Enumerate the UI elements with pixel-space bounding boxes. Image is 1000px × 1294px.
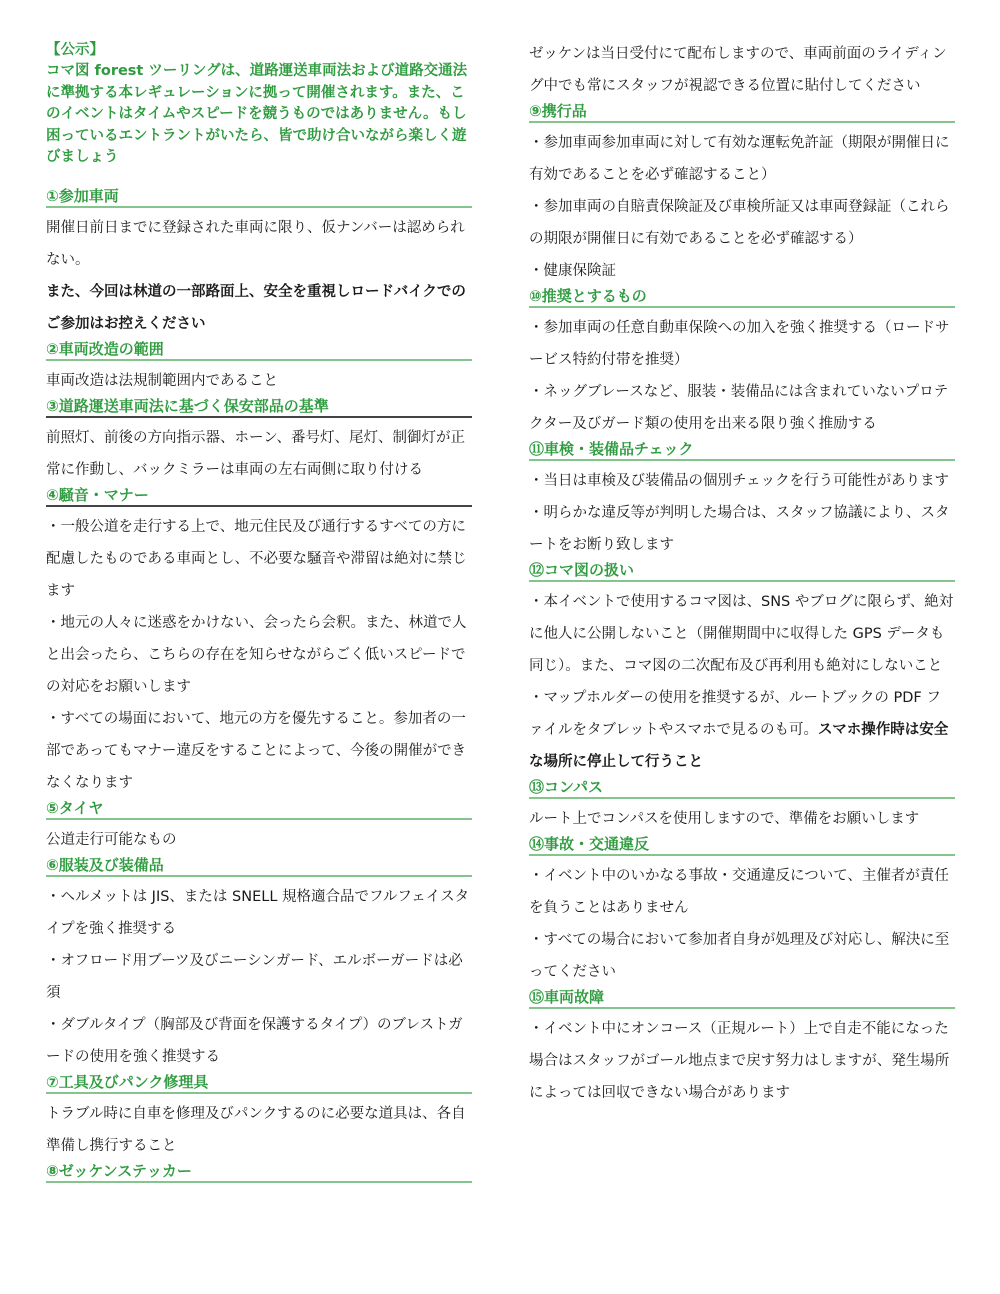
section-text: ・参加車両の自賠責保険証及び車検所証又は車両登録証（これらの期限が開催日に有効であることを必ず確認する） [529,199,950,247]
section-carry-items [529,102,955,287]
section-title: ⑧ゼッケンステッカー [46,1162,472,1183]
section-title: ②車両改造の範囲 [46,340,472,361]
section-text: ・本イベントで使用するコマ図は、SNS やブログに限らず、絶対に他人に公開しないこと（開催期間中に収得した GPS データも同じ）。また、コマ図の二次配布及び再利用も絶対にしないこと [529,594,954,674]
smartphone-warning: スマホ操作時は安全な場所に停止して行うこと [529,722,949,770]
section-text: ・イベント中にオンコース（正規ルート）上で自走不能になった場合はスタッフがゴール地点まで戻す努力はしますが、発生場所によっては回収できない場合があります [529,1021,950,1101]
section-title: ⑮車両故障 [529,988,955,1009]
section-compass [529,778,955,835]
section-text-bold: また、今回は林道の一部路面上、安全を重視しロードバイクでのご参加はお控えください [46,283,466,332]
section-text: ・参加車両の任意自動車保険への加入を強く推奨する（ロードサービス特約付帯を推奨） [529,320,950,368]
section-title: ⑫コマ図の扱い [529,561,955,582]
section-number-sticker [46,1162,472,1183]
section-text: ・イベント中のいかなる事故・交通違反について、主催者が責任を負うことはありません [529,868,949,916]
section-title: ⑬コンパス [529,778,955,799]
section-title: ①参加車両 [46,187,472,208]
section-text: ・明らかな違反等が判明した場合は、スタッフ協議により、スタートをお断り致します [529,505,950,553]
section-text: ・すべての場合において参加者自身が処理及び対応し、解決に至ってください [529,932,950,980]
section-text: ・健康保険証 [529,263,616,279]
section-noise-manners [46,486,472,799]
section-recommended [529,287,955,440]
section-text: ・地元の人々に迷惑をかけない、会ったら会釈。また、林道で人と出会ったら、こちらの存在を知らせながらごく低いスピードでの対応をお願いします [46,614,467,695]
section-text: 前照灯、前後の方向指示器、ホーン、番号灯、尾灯、制御灯が正常に作動し、バックミラーは車両の左右両側に取り付ける [46,429,466,478]
section-text: ルート上でコンパスを使用しますので、準備をお願いします [529,811,920,827]
section-text: 車両改造は法規制範囲内であること [46,372,278,389]
section-title: ⑤タイヤ [46,799,472,820]
sticker-continuation: ゼッケンは当日受付にて配布しますので、車両前面のライディング中でも常にスタッフが視認できる位置に貼付してください [529,46,947,94]
section-text: ・当日は車検及び装備品の個別チェックを行う可能性があります [529,473,950,489]
section-text: ・ネッグブレースなど、服装・装備品には含まれていないプロテクター及びガード類の使用を出来る限り強く推励する [529,384,949,432]
section-text: ・ヘルメットは JIS、または SNELL 規格適合品でフルフェイスタイプを強く推奨する [46,888,470,937]
section-safety-parts [46,397,472,486]
section-vehicle [46,187,472,340]
section-modification [46,340,472,397]
section-tools [46,1073,472,1162]
section-title: ⑦工具及びパンク修理具 [46,1073,472,1094]
section-title: ③道路運送車両法に基づく保安部品の基準 [46,397,472,418]
section-gear [46,856,472,1073]
section-route-maps [529,561,955,778]
section-breakdown [529,988,955,1109]
section-text: ・一般公道を走行する上で、地元住民及び通行するすべての方に配慮したものである車両とし、不必要な騒音や滞留は絶対に禁じます [46,518,467,599]
notice-body: コマ図 forest ツーリングは、道路運送車両法および道路交通法に準拠する本レギュレーションに拠って開催されます。また、このイベントはタイムやスピードを競うものではありません。もし困っているエントラントがいたら、皆で助け合いながら楽しく遊びましょう [46,63,468,165]
section-accidents [529,835,955,988]
section-text: ・参加車両参加車両に対して有効な運転免許証（期限が開催日に有効であることを必ず確認すること） [529,135,950,183]
section-text: ・ダブルタイプ（胸部及び背面を保護するタイプ）のブレストガードの使用を強く推奨する [46,1016,463,1065]
right-column [529,38,955,1109]
notice-heading: 【公示】 [46,42,104,58]
section-title: ⑥服装及び装備品 [46,856,472,877]
section-text: ・オフロード用ブーツ及びニーシンガード、エルボーガードは必須 [46,952,463,1001]
section-title: ⑨携行品 [529,102,955,123]
map-holder-text: ・マップホルダーの使用を推奨するが、ルートブックの PDF ファイルをタブレットやスマホで見るのも可。 [529,690,941,738]
section-text: トラブル時に自車を修理及びパンクするのに必要な道具は、各自準備し携行すること [46,1105,466,1154]
section-title: ⑩推奨とするもの [529,287,955,308]
section-text: ・すべての場面において、地元の方を優先すること。参加者の一部であってもマナー違反をすることによって、今後の開催ができなくなります [46,710,467,791]
left-column [46,40,472,1187]
section-tire [46,799,472,856]
section-inspection [529,440,955,561]
section-title: ④騒音・マナー [46,486,472,507]
section-text-mixed [529,682,955,778]
section-text: 公道走行可能なもの [46,831,177,848]
section-title: ⑪車検・装備品チェック [529,440,955,461]
section-title: ⑭事故・交通違反 [529,835,955,856]
section-text: 開催日前日までに登録された車両に限り、仮ナンバーは認められない。 [46,219,465,268]
